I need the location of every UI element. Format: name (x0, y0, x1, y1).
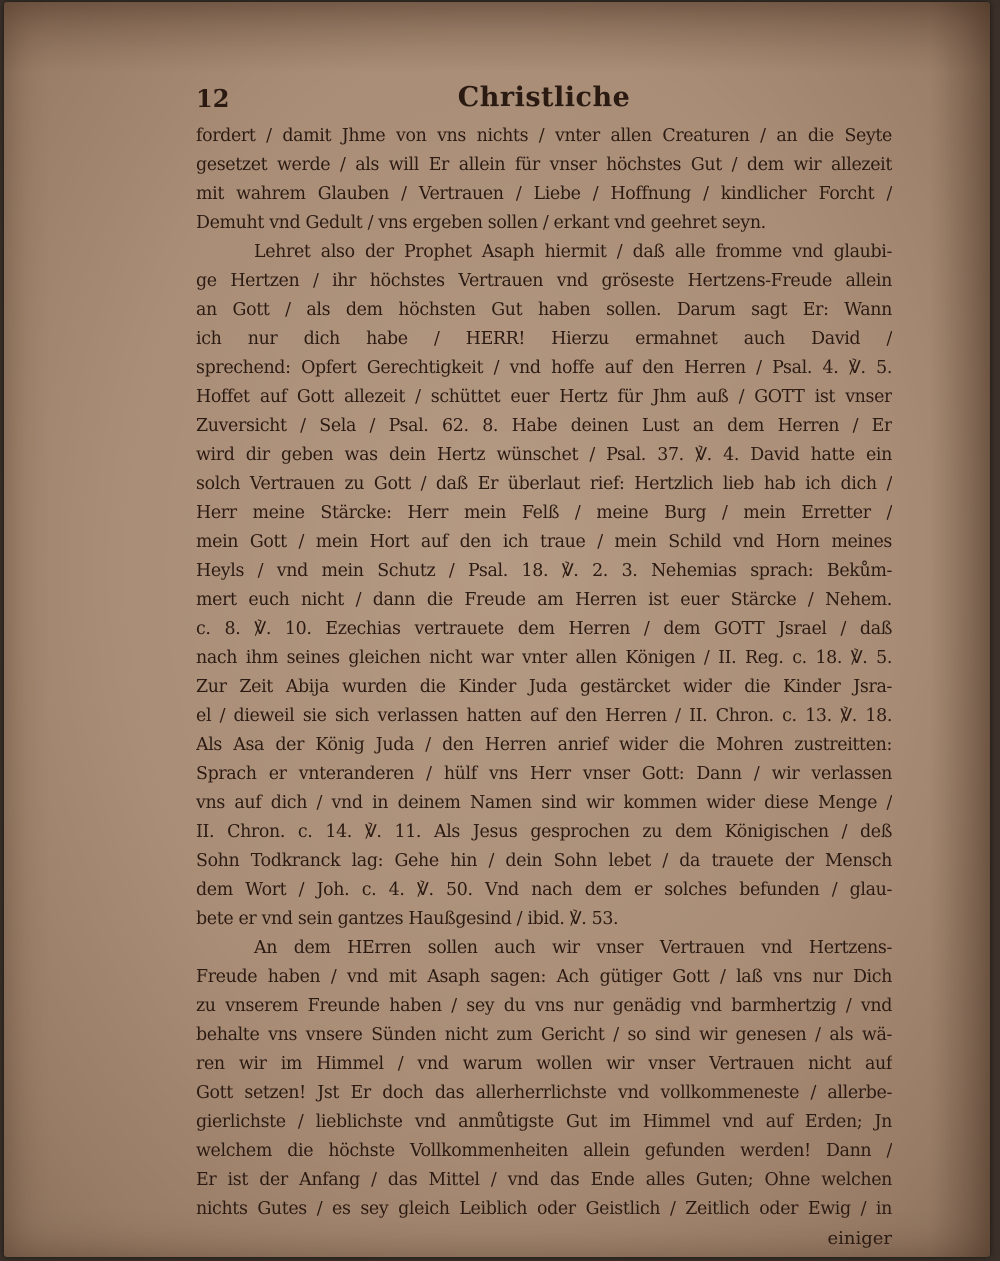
catchword: einiger (827, 1228, 892, 1249)
text-block (196, 78, 892, 1254)
text-line: Er ist der Anfang / das Mittel / vnd das Ende alles Guten; Ohne welchen (196, 1170, 892, 1190)
text-line: Demuht vnd Gedult / vns ergeben sollen / erkant vnd geehret seyn. (196, 213, 766, 233)
text-line: el / dieweil sie sich verlassen hatten auf den Herren / II. Chron. c. 13. ℣. 18. (196, 706, 892, 726)
text-line: an Gott / als dem höchsten Gut haben sollen. Darum sagt Er: Wann (196, 300, 892, 320)
text-line: Als Asa der König Juda / den Herren anrief wider die Mohren zustreitten: (196, 735, 892, 755)
text-line: Heyls / vnd mein Schutz / Psal. 18. ℣. 2. 3. Nehemias sprach: Bekům- (196, 561, 892, 581)
running-head: Christliche (457, 82, 631, 113)
text-line: ren wir im Himmel / vnd warum wollen wir vnser Vertrauen nicht auf (196, 1054, 892, 1074)
text-line: behalte vns vnsere Sünden nicht zum Gericht / so sind wir genesen / als wä- (196, 1025, 892, 1045)
text-line: solch Vertrauen zu Gott / daß Er überlaut rief: Hertzlich lieb hab ich dich / (196, 474, 892, 494)
text-line: mein Gott / mein Hort auf den ich traue / mein Schild vnd Horn meines (196, 532, 892, 552)
text-line: Sprach er vnteranderen / hülf vns Herr vnser Gott: Dann / wir verlassen (196, 764, 892, 784)
text-line: nach ihm seines gleichen nicht war vnter allen Königen / II. Reg. c. 18. ℣. 5. (196, 648, 892, 668)
text-line: Freude haben / vnd mit Asaph sagen: Ach gütiger Gott / laß vns nur Dich (196, 967, 892, 987)
text-line: II. Chron. c. 14. ℣. 11. Als Jesus gesprochen zu dem Königischen / deß (196, 822, 892, 842)
text-line: Zuversicht / Sela / Psal. 62. 8. Habe deinen Lust an dem Herren / Er (196, 416, 892, 436)
text-line: dem Wort / Joh. c. 4. ℣. 50. Vnd nach dem er solches befunden / glau- (196, 880, 892, 900)
text-line: vns auf dich / vnd in deinem Namen sind wir kommen wider diese Menge / (196, 793, 892, 813)
page-header (196, 78, 892, 122)
text-line: Sohn Todkranck lag: Gehe hin / dein Sohn lebet / da trauete der Mensch (196, 851, 892, 871)
page-number: 12 (196, 84, 230, 113)
text-line: ich nur dich habe / HERR! Hierzu ermahnet auch David / (196, 329, 892, 349)
text-line: Zur Zeit Abija wurden die Kinder Juda gestärcket wider die Kinder Jsra- (196, 677, 892, 697)
text-line: nichts Gutes / es sey gleich Leiblich oder Geistlich / Zeitlich oder Ewig / in (196, 1199, 892, 1219)
text-line: zu vnserem Freunde haben / sey du vns nur genädig vnd barmhertzig / vnd (196, 996, 892, 1016)
text-line: mert euch nicht / dann die Freude am Herren ist euer Stärcke / Nehem. (196, 590, 892, 610)
paragraph-start-line: An dem HErren sollen auch wir vnser Vertrauen vnd Hertzens- (254, 938, 892, 958)
body-text (196, 122, 892, 1224)
text-line: bete er vnd sein gantzes Haußgesind / ibid. ℣. 53. (196, 909, 619, 929)
text-line: fordert / damit Jhme von vns nichts / vnter allen Creaturen / an die Seyte (196, 126, 892, 146)
text-line: c. 8. ℣. 10. Ezechias vertrauete dem Herren / dem GOTT Jsrael / daß (196, 619, 892, 639)
text-line: wird dir geben was dein Hertz wünschet / Psal. 37. ℣. 4. David hatte ein (196, 445, 892, 465)
paragraph-start-line: Lehret also der Prophet Asaph hiermit / daß alle fromme vnd glaubi- (254, 242, 892, 262)
text-line: Herr meine Stärcke: Herr mein Felß / meine Burg / mein Erretter / (196, 503, 892, 523)
text-line: welchem die höchste Vollkommenheiten allein gefunden werden! Dann / (196, 1141, 892, 1161)
paper-stain-right (930, 2, 990, 1257)
text-line: mit wahrem Glauben / Vertrauen / Liebe / Hoffnung / kindlicher Forcht / (196, 184, 892, 204)
text-line: ge Hertzen / ihr höchstes Vertrauen vnd gröseste Hertzens-Freude allein (196, 271, 892, 291)
text-line: Hoffet auf Gott allezeit / schüttet euer Hertz für Jhm auß / GOTT ist vnser (196, 387, 892, 407)
text-line: gierlichste / lieblichste vnd anmůtigste Gut im Himmel vnd auf Erden; Jn (196, 1112, 892, 1132)
text-line: Gott setzen! Jst Er doch das allerherrlichste vnd vollkommeneste / allerbe- (196, 1083, 892, 1103)
text-line: gesetzet werde / als will Er allein für vnser höchstes Gut / dem wir allezeit (196, 155, 892, 175)
paper-stain-top (4, 2, 990, 72)
text-line: sprechend: Opfert Gerechtigkeit / vnd hoffe auf den Herren / Psal. 4. ℣. 5. (196, 358, 892, 378)
